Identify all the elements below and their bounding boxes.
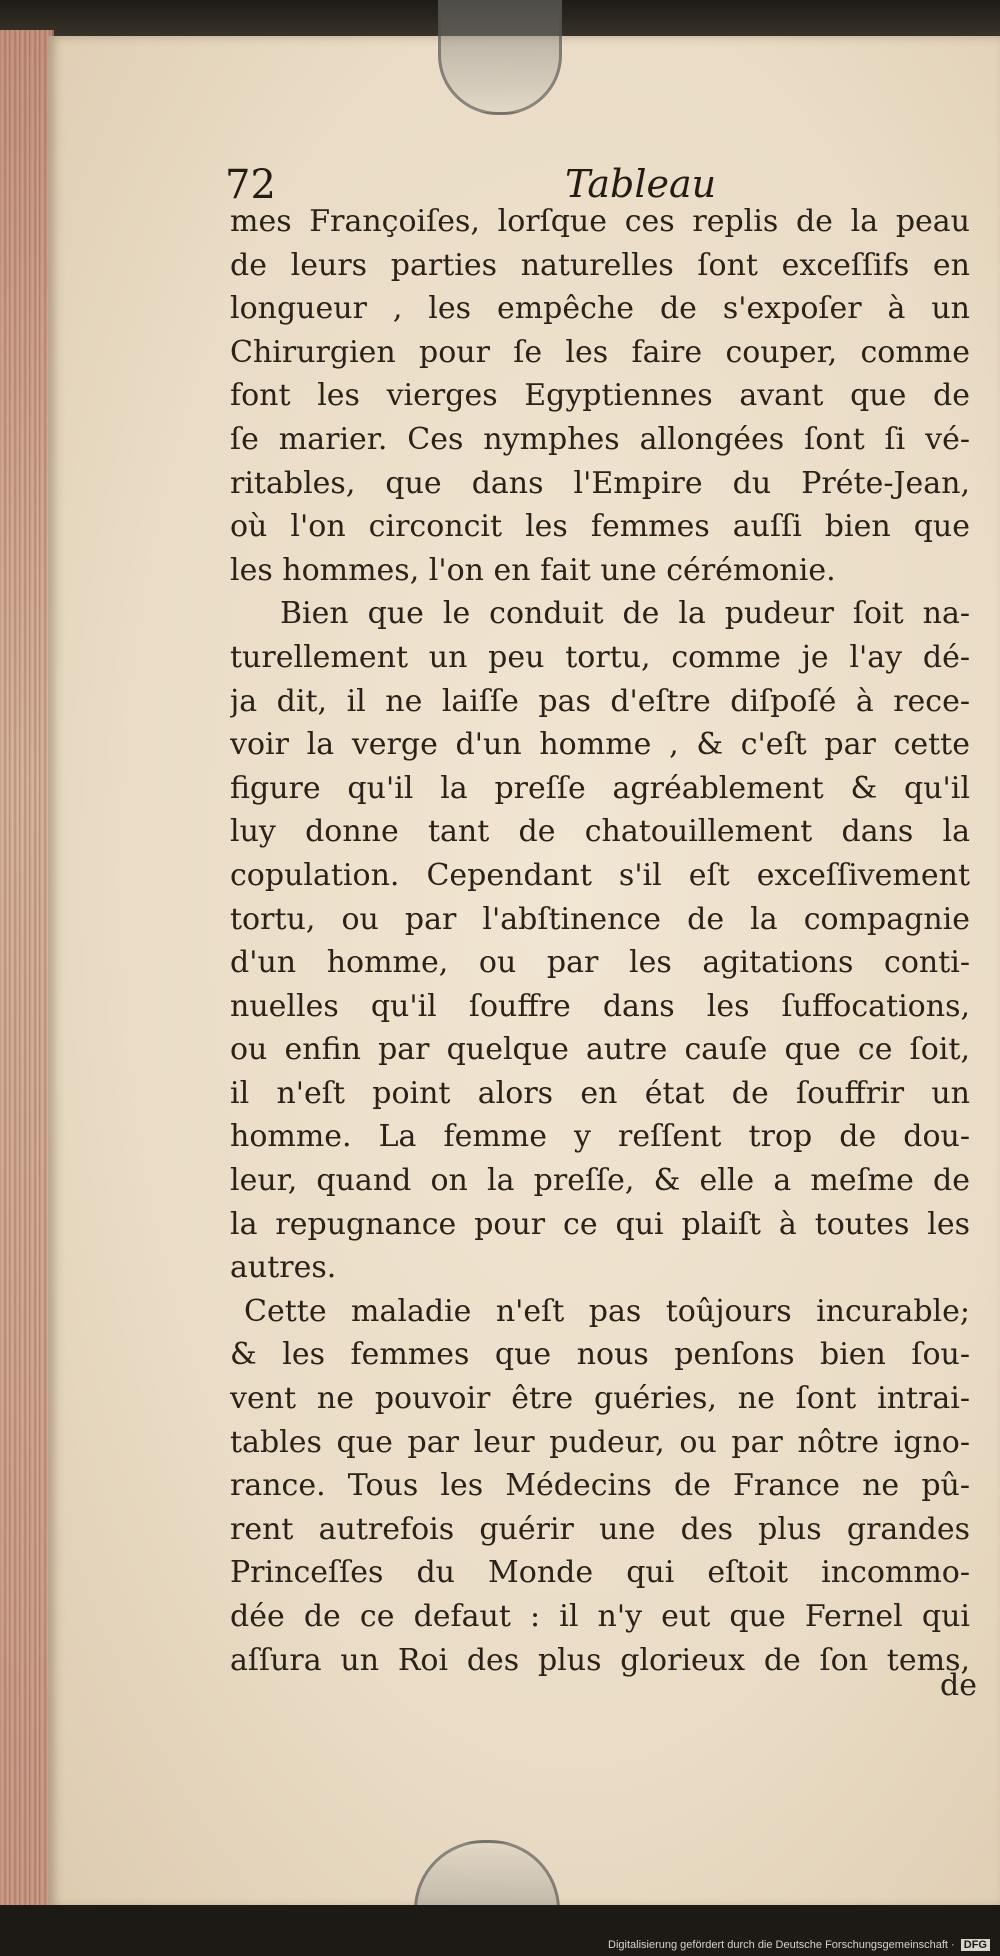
text-line: leur, quand on la preſſe, & elle a meſme de bbox=[230, 1163, 970, 1199]
text-line: Chirurgien pour ſe les faire couper, comme bbox=[230, 334, 970, 370]
text-line: Bien que le conduit de la pudeur ſoit na- bbox=[280, 596, 970, 632]
text-line: la repugnance pour ce qui plaiſt à toutes les bbox=[230, 1206, 970, 1242]
text-line: homme. La femme y reſſent trop de dou- bbox=[230, 1119, 970, 1155]
text-line: ſe marier. Ces nymphes allongées ſont ſi vé- bbox=[230, 421, 970, 457]
text-line: rance. Tous les Médecins de France ne pû- bbox=[230, 1468, 970, 1504]
text-line: nuelles qu'il ſouffre dans les ſuffocations, bbox=[230, 988, 970, 1024]
glass-clip-top bbox=[438, 0, 562, 115]
text-line: figure qu'il la preſſe agréablement & qu'il bbox=[230, 770, 970, 806]
text-line: voir la verge d'un homme , & c'eſt par cette bbox=[230, 727, 970, 763]
text-line: ja dit, il ne laiſſe pas d'eſtre diſpoſé à rece- bbox=[230, 683, 970, 719]
text-line: Princeſſes du Monde qui eſtoit incommo- bbox=[230, 1555, 970, 1591]
text-line: il n'eſt point alors en état de ſouffrir un bbox=[230, 1075, 970, 1111]
text-line: copulation. Cependant s'il eſt exceſſivement bbox=[230, 857, 970, 893]
running-head: Tableau bbox=[565, 162, 717, 206]
text-line: d'un homme, ou par les agitations conti- bbox=[230, 945, 970, 981]
text-line: & les femmes que nous penſons bien ſou- bbox=[230, 1337, 970, 1373]
text-line: de leurs parties naturelles ſont exceſſifs en bbox=[230, 247, 970, 283]
text-line: mes Françoiſes, lorſque ces replis de la peau bbox=[230, 204, 970, 239]
dfg-logo: DFG bbox=[961, 1939, 990, 1951]
text-line: les hommes, l'on en fait une cérémonie. bbox=[230, 552, 836, 588]
text-line: ou enfin par quelque autre cauſe que ce ſoit, bbox=[230, 1032, 970, 1068]
page-edges bbox=[0, 30, 54, 1910]
text-line: luy donne tant de chatouillement dans la bbox=[230, 814, 970, 850]
text-line: dée de ce defaut : il n'y eut que Fernel qui bbox=[230, 1599, 970, 1634]
credit-text: Digitalisierung gefördert durch die Deutsche Forschungsgemeinschaft · bbox=[608, 1939, 955, 1951]
text-line: autres. bbox=[230, 1250, 337, 1286]
digitization-credit bbox=[608, 1939, 990, 1951]
text-line: font les vierges Egyptiennes avant que de bbox=[230, 378, 970, 414]
text-line: tables que par leur pudeur, ou par nôtre igno- bbox=[230, 1424, 970, 1460]
text-line: où l'on circoncit les femmes auſſi bien que bbox=[230, 509, 970, 545]
text-line: turellement un peu tortu, comme je l'ay dé- bbox=[230, 639, 970, 675]
text-line: aſſura un Roi des plus glorieux de ſon tems, bbox=[230, 1642, 970, 1678]
text-line: tortu, ou par l'abſtinence de la compagnie bbox=[230, 901, 970, 937]
text-line: vent ne pouvoir être guéries, ne ſont intrai- bbox=[230, 1381, 970, 1417]
page-number: 72 bbox=[225, 162, 276, 208]
text-line: ritables, que dans l'Empire du Préte-Jean, bbox=[230, 465, 970, 501]
text-line: Cette maladie n'eſt pas toûjours incurable; bbox=[244, 1293, 970, 1329]
text-line: longueur , les empêche de s'expoſer à un bbox=[230, 291, 970, 327]
text-line: rent autrefois guérir une des plus grandes bbox=[230, 1511, 970, 1547]
catchword: de bbox=[940, 1668, 977, 1703]
body-text bbox=[230, 200, 970, 1682]
